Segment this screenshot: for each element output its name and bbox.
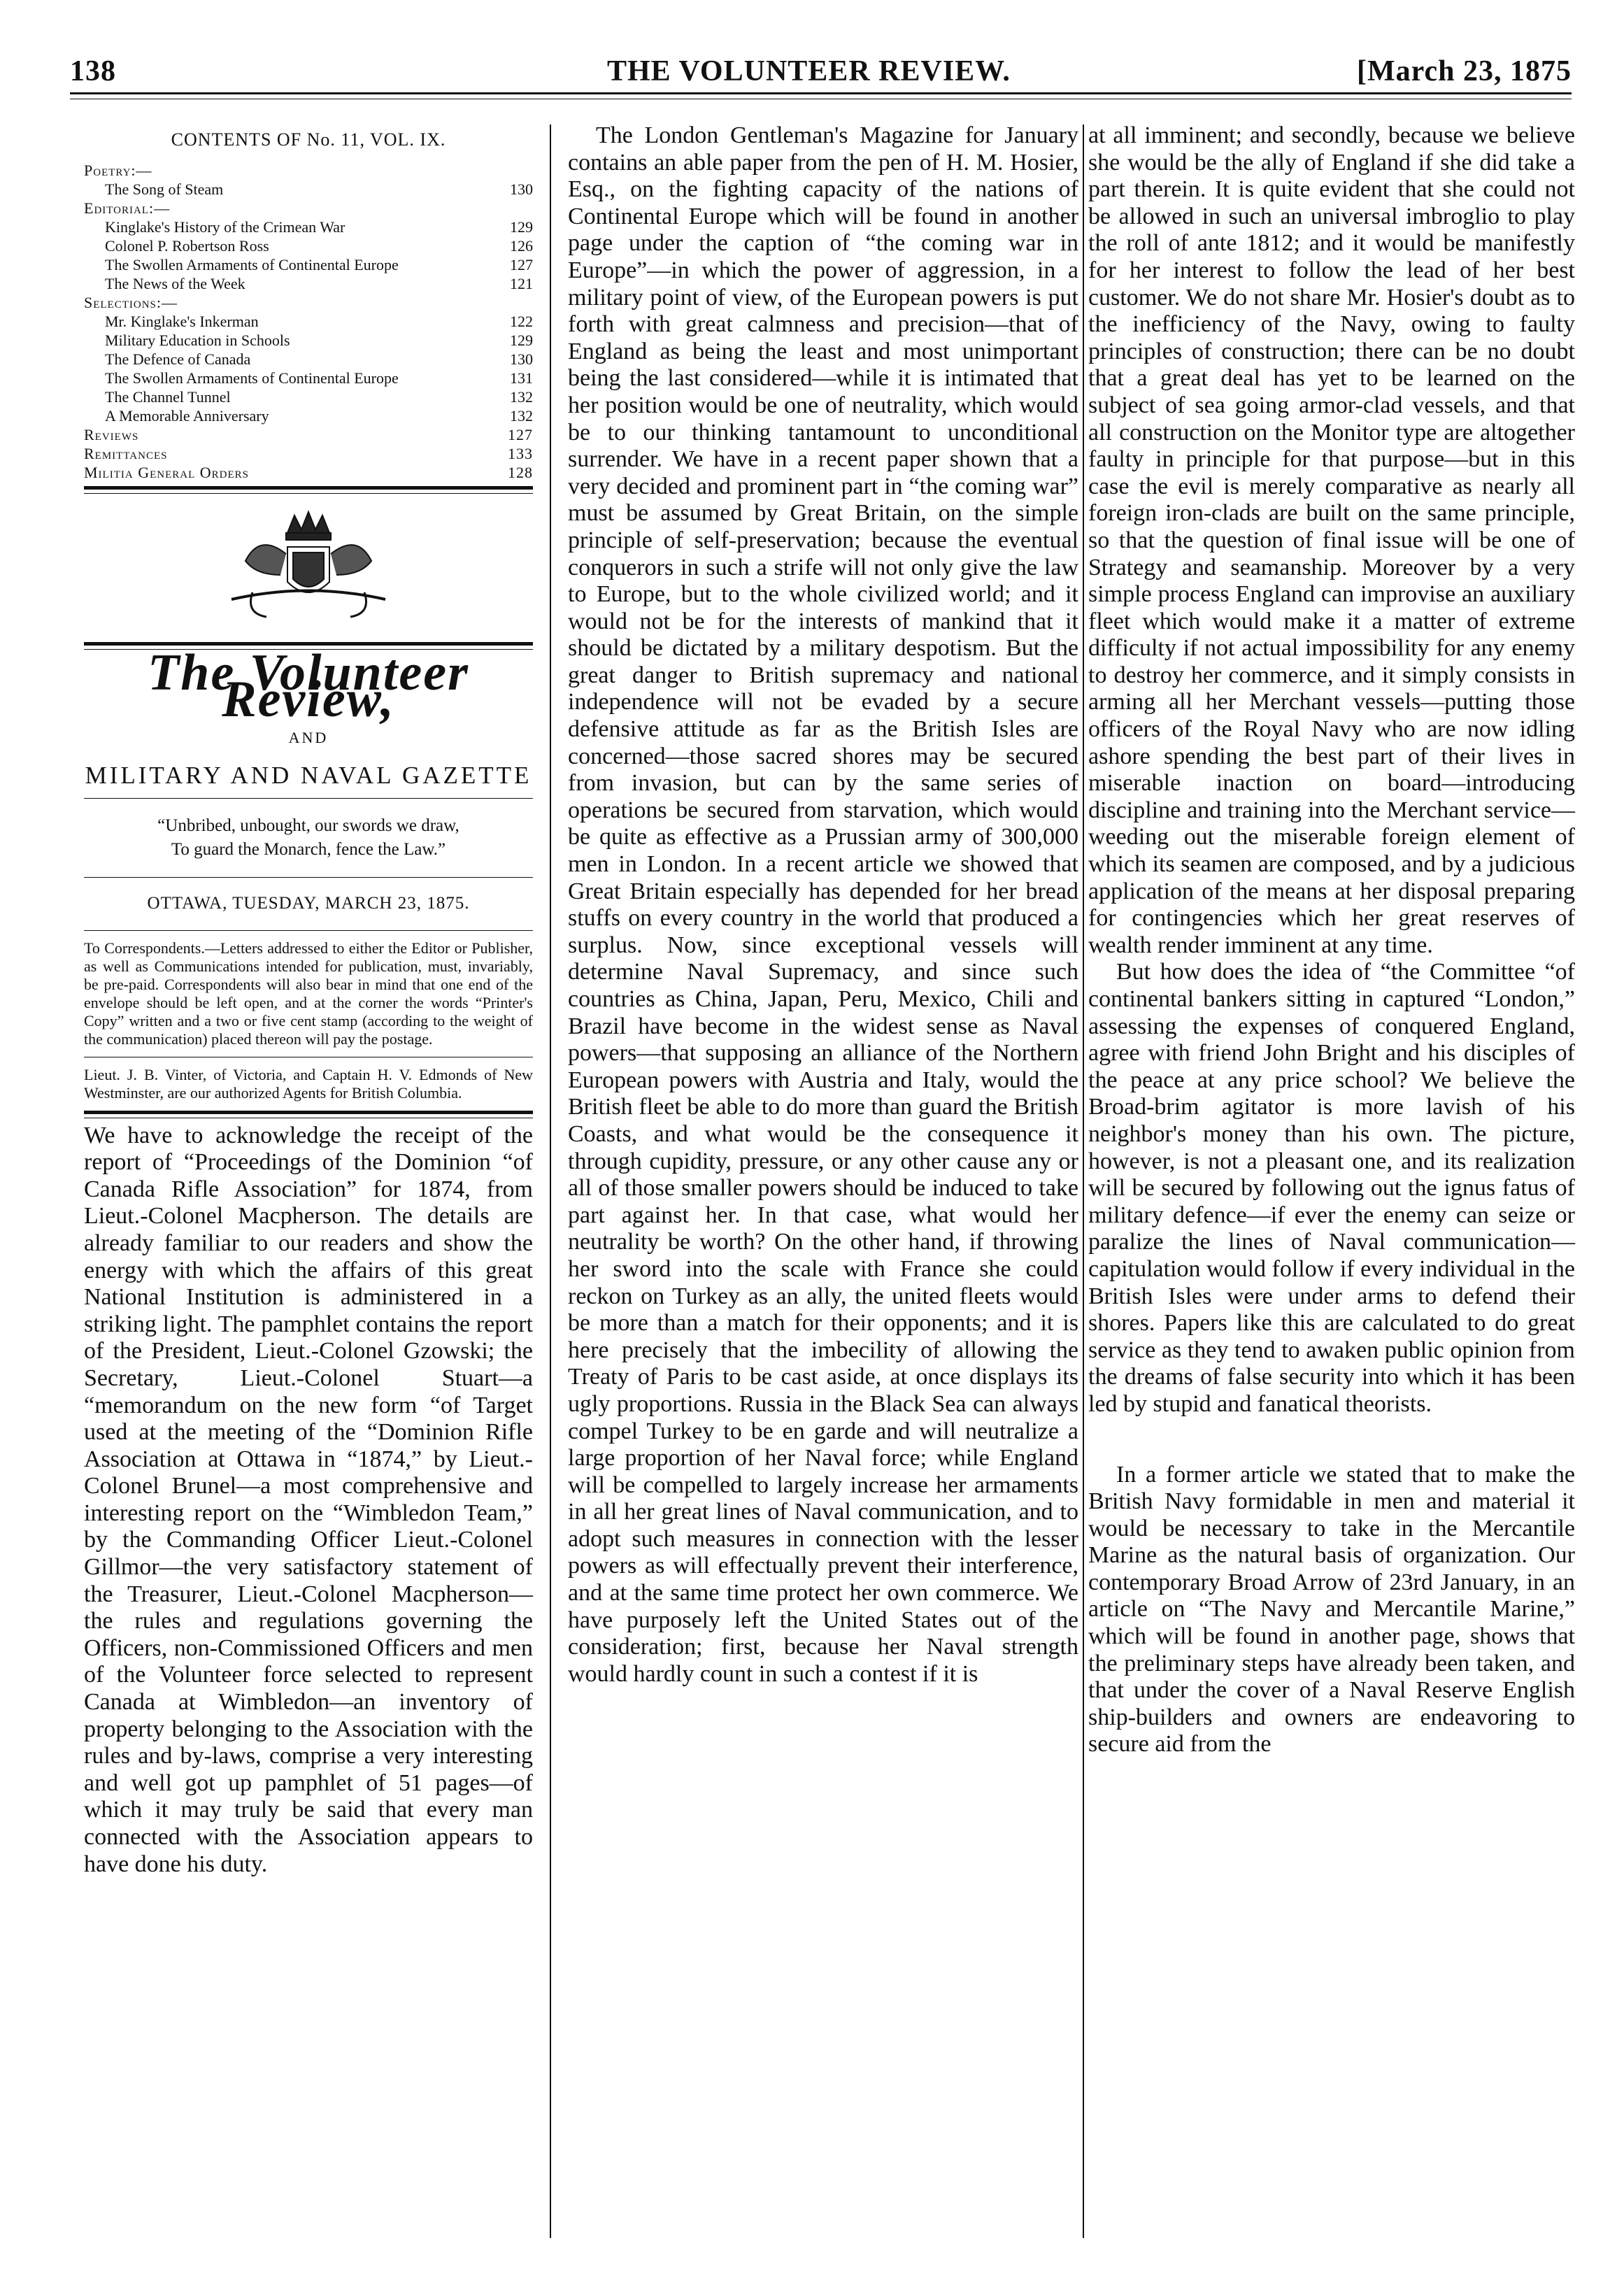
motto-line-2: To guard the Monarch, fence the Law.” bbox=[171, 839, 446, 859]
masthead-subtitle: MILITARY AND NAVAL GAZETTE bbox=[85, 762, 532, 790]
contents-item: Mr. Kinglake's Inkerman bbox=[105, 312, 259, 330]
contents-item: Kinglake's History of the Crimean War bbox=[105, 218, 346, 236]
page-header bbox=[0, 0, 1624, 98]
header-rule bbox=[70, 92, 1572, 94]
contents-item: The Defence of Canada bbox=[105, 350, 251, 368]
column-3 bbox=[1088, 122, 1575, 1758]
issue-date: [March 23, 1875 bbox=[1356, 55, 1572, 87]
agents-notice: Lieut. J. B. Vinter, of Victoria, and Captain H. V. Edmonds of New Westminster, are our authorized Agents for British Columbia. bbox=[84, 1065, 533, 1102]
contents-section-title: Remittances bbox=[84, 444, 168, 462]
motto-line-1: “Unbribed, unbought, our swords we draw, bbox=[157, 815, 460, 835]
contents-page: 128 bbox=[508, 463, 533, 481]
contents-page: 129 bbox=[510, 218, 533, 236]
section-rule bbox=[84, 486, 533, 494]
contents-page: 126 bbox=[510, 236, 533, 255]
contents-page: 133 bbox=[508, 444, 533, 462]
contents-heading: CONTENTS OF No. 11, VOL. IX. bbox=[171, 129, 446, 150]
column-2 bbox=[568, 122, 1078, 1688]
publication-title: THE VOLUNTEER REVIEW. bbox=[607, 55, 1011, 87]
contents-page: 130 bbox=[510, 180, 533, 198]
motto bbox=[84, 814, 533, 862]
contents-item: The News of the Week bbox=[105, 274, 245, 292]
article-committee-of-bankers: But how does the idea of “the Committee “of continental bankers sitting in captured “London,” assessing the expenses of conquered England, agree with friend John Bright and his disciples of the peace at any price school? We believe the Broad-brim agitator is more lavish of his neighbor's money than his own. The picture, however, is not a pleasant one, and its realization will be secured by following out the ignus fatus of military defence—if ever the enemy can seize or paralize the lines of Naval communication—capitulation would follow if every individual in the British Isles were under arms to defend their shores. Papers like this are calculated to do great service as they tend to awaken public opinion from the dreams of false security into which it has been led by stupid and fanatical theorists. bbox=[1088, 959, 1575, 1417]
column-divider-2 bbox=[1083, 124, 1084, 2238]
article-coming-war: The London Gentleman's Magazine for January contains an able paper from the pen of H. M. Hosier, Esq., on the fighting capacity of the nations of Continental Europe which will be found in another page under the caption of “the coming war in Europe”—in which the power of aggression, in a military point of view, of the European powers is put forth with great calmness and precision—that of England as being the least and most unimportant being the last considered—while it is intimated that her position would be one of neutrality, which would be to our thinking tantamount to unconditional surrender. We have in a recent paper shown that a very decided and prominent part in “the coming war” must be assumed by Great Britain, on the simple principle of self-preservation; because the eventual conquerors in such a strife will not only give the law to Europe, but to the whole civilized world; and it would not be for the interests of mankind that it should be dictated by a military despotism. But the great danger to British supremacy and national independence will not be evaded by a secure defensive attitude as far as the British Isles are concerned—those sacred shores may be secured from invasion, but can by the same series of operations be secured from starvation, which would be quite as effective as a Prussian army of 300,000 men in London. In a recent article we showed that Great Britain especially has depended for her bread stuffs on every country in the world that produced a surplus. Now, since exceptional vessels will determine Naval Supremacy, and since such countries as China, Japan, Peru, Mexico, Chili and Brazil have become in the widest sense as Naval powers—that supposing an alliance of the Northern European powers with Austria and Italy, would the British fleet be able to do more than guard the British Coasts, and what would be the consequence it through cupidity, pressure, or any other cause any or all of those smaller powers should be induced to take part against her. In that case, what would her neutrality be worth? On the other hand, if throwing her sword into the scale with France she could reckon on Turkey as an ally, the united fleets would be more than a match for their opponents; and it is here precisely that the imbecility of allowing the Treaty of Paris to be cast aside, at once displays its ugly proportions. Russia in the Black Sea can always compel Turkey to be en garde and will neutralize a large proportion of her Naval force; while England will be compelled to largely increase her armaments in all her great lines of Naval communication, and to adopt such measures in connection with the lesser powers as will effectually prevent their interference, and at the same time protect her own commerce. We have purposely left the United States out of the consideration; first, because her Naval strength would hardly count in such a contest if it is bbox=[568, 122, 1078, 1687]
correspondents-notice: To Correspondents.—Letters addressed to either the Editor or Publisher, as well as Communications intended for publication, must, invariably, be pre-paid. Correspondents will also bear in mind that one end of the envelope should be left open, and at the corner the words “Printer's Copy” written and a two or five cent stamp (according to the weight of the communication) placed thereon will pay the postage. bbox=[84, 939, 533, 1048]
divider bbox=[84, 877, 533, 878]
contents-section-title: Reviews bbox=[84, 425, 139, 443]
page-number: 138 bbox=[70, 55, 116, 87]
divider bbox=[84, 798, 533, 799]
contents-item: Military Education in Schools bbox=[105, 331, 290, 349]
contents-page: 130 bbox=[510, 350, 533, 368]
contents-section-title: Militia General Orders bbox=[84, 463, 249, 481]
contents-item: A Memorable Anniversary bbox=[105, 406, 269, 425]
contents-item: Colonel P. Robertson Ross bbox=[105, 236, 269, 255]
article-navy-mercantile-marine: In a former article we stated that to make the British Navy formidable in men and material it would be necessary to take in the Mercantile Marine as the natural basis of organization. Our contemporary Broad Arrow of 23rd January, in an article on “The Navy and Mercantile Marine,” which will be found in another page, shows that the preliminary steps have already been taken, and that under the cover of a Naval Reserve English ship-builders and owners are endeavoring to secure aid from the bbox=[1088, 1461, 1575, 1758]
contents-page: 121 bbox=[510, 274, 533, 292]
contents-section-title: Poetry:— bbox=[84, 161, 152, 179]
contents-page: 127 bbox=[508, 425, 533, 443]
contents-page: 129 bbox=[510, 331, 533, 349]
contents-item: The Channel Tunnel bbox=[105, 387, 231, 406]
contents-item: The Swollen Armaments of Continental Europe bbox=[105, 255, 399, 273]
contents-section-title: Selections:— bbox=[84, 293, 178, 311]
section-rule bbox=[84, 1111, 533, 1118]
contents-list bbox=[84, 161, 533, 482]
contents-page: 132 bbox=[510, 406, 533, 425]
contents-page: 131 bbox=[510, 369, 533, 387]
masthead-and: AND bbox=[288, 728, 329, 746]
divider bbox=[84, 930, 533, 931]
dateline: OTTAWA, TUESDAY, MARCH 23, 1875. bbox=[147, 893, 470, 913]
contents-page: 127 bbox=[510, 255, 533, 273]
paragraph-gap bbox=[1088, 1418, 1575, 1462]
contents-item: The Swollen Armaments of Continental Europe bbox=[105, 369, 399, 387]
column-divider-1 bbox=[550, 124, 551, 2238]
article-rifle-association: We have to acknowledge the receipt of the report of “Proceedings of the Dominion “of Canada Rifle Association” for 1874, from Lieut.-Colonel Macpherson. The details are already familiar to our readers and show the energy with which the affairs of this great National Institution is administered in a striking light. The pamphlet contains the report of the President, Lieut.-Colonel Gzowski; the Secretary, Lieut.-Colonel Stuart—a “memorandum on the new form “of Target used at the meeting of the “Dominion Rifle Association at Ottawa in “1874,” by Lieut.-Colonel Brunel—a most comprehensive and interesting report on the “Wimbledon Team,” by the Commanding Officer Lieut.-Colonel Gillmor—the very satisfactory statement of the Treasurer, Lieut.-Colonel Macpherson—the rules and regulations governing the Officers, non-Commissioned Officers and men of the Volunteer force selected to represent Canada at Wimbledon—an inventory of property belonging to the Association with the rules and by-laws, comprise a very interesting and well got up pamphlet of 51 pages—of which it may truly be said that every man connected with the Association appears to have done his duty. bbox=[84, 1122, 533, 1877]
contents-page: 132 bbox=[510, 387, 533, 406]
contents-item: The Song of Steam bbox=[105, 180, 224, 198]
contents-section-title: Editorial:— bbox=[84, 199, 171, 217]
masthead-title: The Volunteer Review, bbox=[148, 643, 469, 729]
crown-and-arms-emblem-icon bbox=[84, 498, 533, 638]
contents-page: 122 bbox=[510, 312, 533, 330]
article-coming-war-continued: at all imminent; and secondly, because we believe she would be the ally of England if she did take a part therein. It is quite evident that she could not be allowed in such an universal imbroglio to play the roll of ante 1812; and it would be manifestly for her interest to follow the lead of her best customer. We do not share Mr. Hosier's doubt as to the inefficiency of the Navy, owing to faulty principles of construction; there can be no doubt that a great deal has yet to be learned on the subject of sea going armor-clad vessels, and that all construction on the Monitor type are altogether faulty in principle for that purpose—but in this case the evil is merely comparative as nearly all foreign iron-clads are built on the same principle, so that the question of final issue will be one of Strategy and seamanship. Moreover by a very simple process England can improvise an auxiliary fleet which would make it a matter of extreme difficulty if not actual impossibility for any enemy to destroy her commerce, and it simply consists in arming all her Merchant vessels—putting those officers of the Royal Navy who are now idling ashore spending the best part of their lives in miserable inaction on board—introducing discipline and training into the Merchant service—weeding out the miserable foreign element of which its seamen are composed, and by a judicious application of the means at her disposal preparing for contingencies which her great reserves of wealth render imminent at any time. bbox=[1088, 122, 1575, 958]
column-1 bbox=[84, 122, 533, 1878]
